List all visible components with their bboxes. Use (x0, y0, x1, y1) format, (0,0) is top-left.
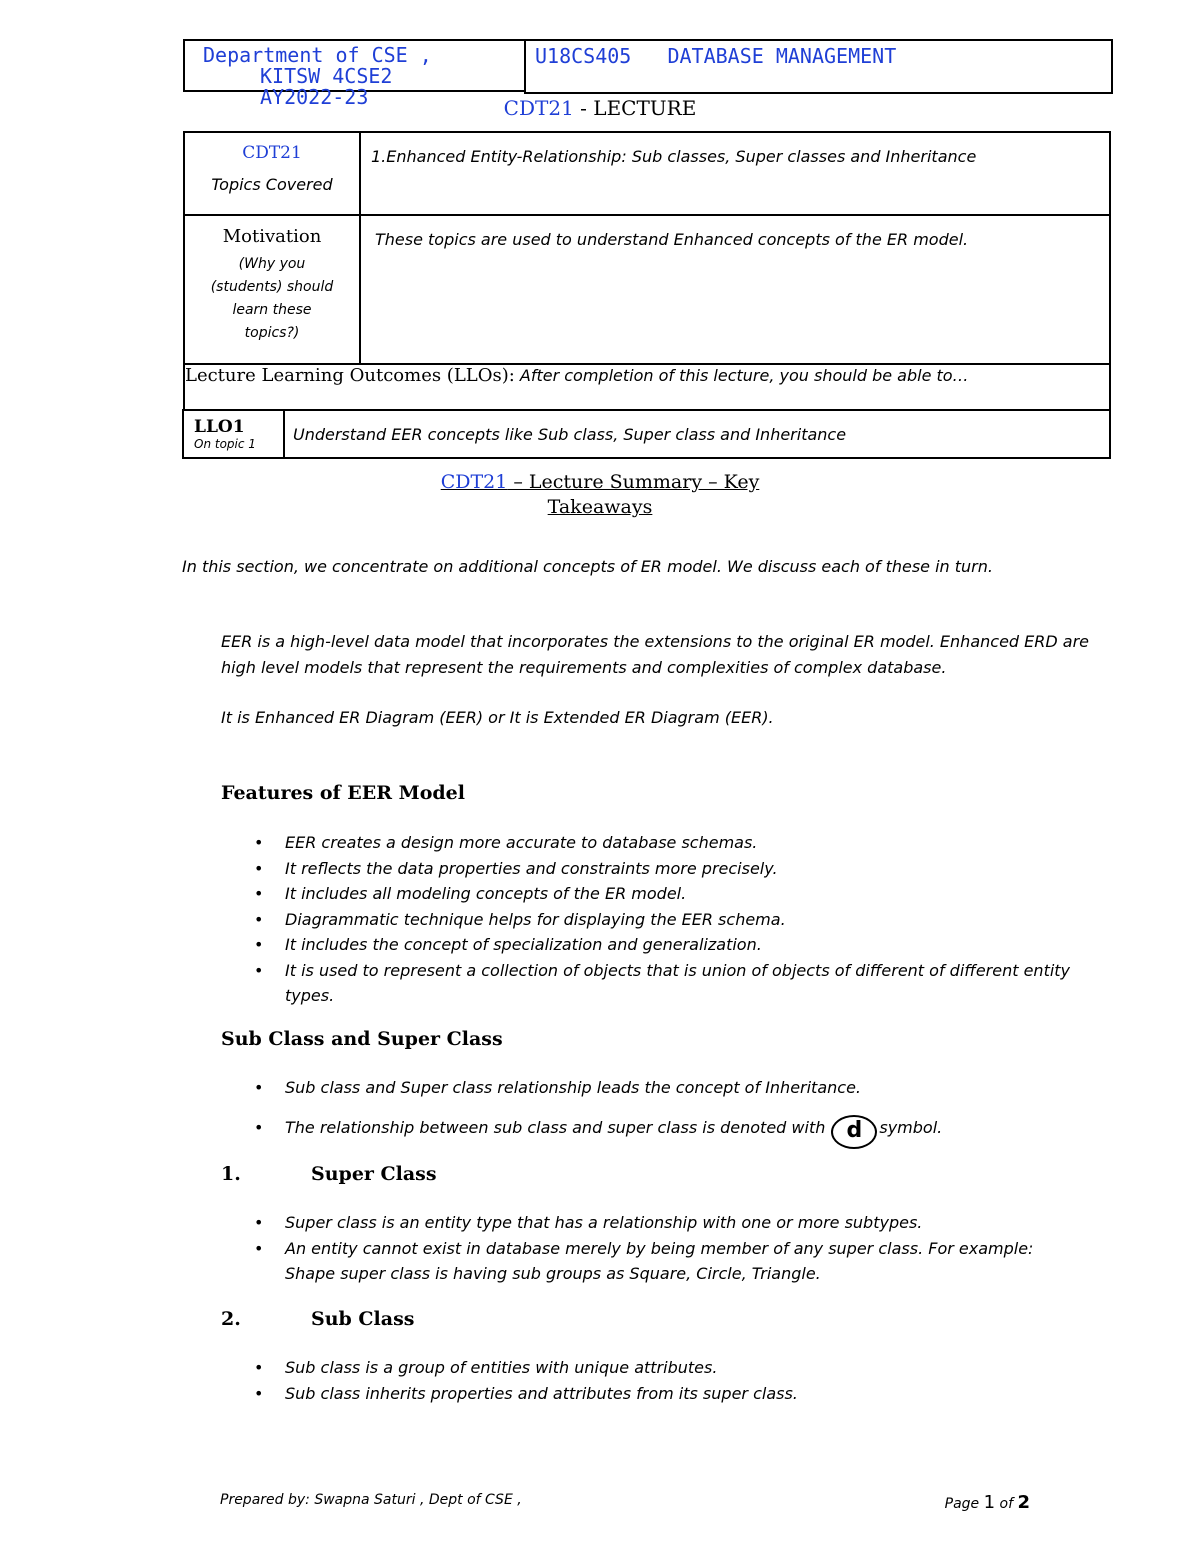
topics-table (183, 131, 1111, 411)
sub-class-list (221, 1355, 1081, 1406)
subsuper-item-symbol (221, 1115, 1091, 1149)
eer-paragraph: EER is a high-level data model that incorporates the extensions to the original ER model. Enhanced ERD are high level models that represent the requirements and complexities of complex database. (221, 632, 1090, 677)
summary-code: CDT21 (440, 471, 508, 493)
department-line-1: Department of CSE , (203, 43, 432, 67)
features-item: • It includes all modeling concepts of the ER model. (221, 881, 1091, 907)
subsuper-item: • Sub class and Super class relationship leads the concept of Inheritance. (221, 1075, 1091, 1101)
sub-class-item: • Sub class is a group of entities with unique attributes. (221, 1355, 1081, 1381)
topics-cell (184, 132, 360, 215)
topics-content-cell (360, 132, 1110, 215)
llo1-text-cell (284, 410, 1110, 458)
lecture-code: CDT21 (503, 96, 574, 120)
llo-heading-cell (184, 364, 1110, 410)
llo-heading: Lecture Learning Outcomes (LLOs): (185, 365, 515, 386)
department-line-2: KITSW 4CSE2 (260, 64, 393, 88)
lecture-label: - LECTURE (573, 96, 697, 120)
summary-title (0, 470, 1200, 520)
llo-heading-tail: After completion of this lecture, you should be able to… (514, 366, 969, 385)
subsuper-list (221, 1075, 1091, 1149)
page-word: Page (944, 1496, 980, 1512)
llo1-label-cell (183, 410, 284, 458)
motivation-content-cell (360, 215, 1110, 364)
features-list (221, 830, 1091, 1009)
llo1-sublabel: On topic 1 (194, 437, 256, 451)
llo1-text: Understand EER concepts like Sub class, Super class and Inheritance (293, 424, 847, 444)
sub-class-item: • Sub class inherits properties and attributes from its super class. (221, 1381, 1081, 1407)
topics-text: 1.Enhanced Entity-Relationship: Sub classes, Super classes and Inheritance (371, 147, 977, 166)
features-item: • It reflects the data properties and constraints more precisely. (221, 856, 1091, 882)
lecture-title (0, 96, 1200, 120)
department-line-3: AY2022-23 (260, 85, 369, 109)
sub-class-number: 2. (221, 1308, 241, 1330)
motivation-title: Motivation (222, 226, 322, 247)
sub-class-heading: Sub Class (311, 1308, 415, 1330)
course-title: U18CS405 DATABASE MANAGEMENT (535, 44, 897, 68)
of-word: of (999, 1496, 1014, 1512)
features-item: • It is used to represent a collection of objects that is union of objects of different of different entity types. (221, 958, 1091, 1009)
header-department-box (183, 39, 525, 109)
super-class-item: • An entity cannot exist in database merely by being member of any super class. For example: Shape super class is having sub groups as Square, Circle, Triangle. (221, 1236, 1081, 1287)
prepared-by: Prepared by: Swapna Saturi , Dept of CSE , (220, 1492, 522, 1508)
super-class-item: • Super class is an entity type that has a relationship with one or more subtypes. (221, 1210, 1081, 1236)
features-item: • It includes the concept of specialization and generalization. (221, 932, 1091, 958)
page-indicator (945, 1492, 1030, 1513)
page-number: 1 (983, 1492, 996, 1513)
header-course-box (524, 39, 1113, 94)
intro-paragraph: In this section, we concentrate on additional concepts of ER model. We discuss each of these in turn. (182, 557, 993, 576)
llo-table (182, 409, 1111, 459)
features-heading: Features of EER Model (221, 782, 465, 804)
subsuper-item2-tail: symbol. (879, 1117, 943, 1137)
llo1-label: LLO1 (194, 417, 245, 437)
features-item: • EER creates a design more accurate to database schemas. (221, 830, 1091, 856)
super-class-list (221, 1210, 1081, 1287)
topics-label: Topics Covered (211, 175, 333, 194)
page-footer (220, 1492, 1040, 1513)
motivation-cell (184, 215, 360, 364)
super-class-heading: Super Class (311, 1163, 437, 1185)
features-item: • Diagrammatic technique helps for displaying the EER schema. (221, 907, 1091, 933)
motivation-text: These topics are used to understand Enhanced concepts of the ER model. (375, 230, 969, 249)
motivation-subtitle: (Why you (students) should learn these topics?) (210, 256, 334, 341)
subsuper-heading: Sub Class and Super Class (221, 1028, 503, 1050)
super-class-number: 1. (221, 1163, 241, 1185)
subsuper-item2-text: The relationship between sub class and super class is denoted with (285, 1117, 826, 1137)
page-total: 2 (1017, 1492, 1030, 1513)
summary-title-line2: Takeaways (547, 496, 653, 518)
topics-code: CDT21 (242, 143, 302, 163)
summary-title-line1: – Lecture Summary – Key (507, 471, 760, 493)
d-symbol-icon: d (831, 1115, 877, 1149)
eer-paragraph-2: It is Enhanced ER Diagram (EER) or It is Extended ER Diagram (EER). (221, 708, 774, 727)
